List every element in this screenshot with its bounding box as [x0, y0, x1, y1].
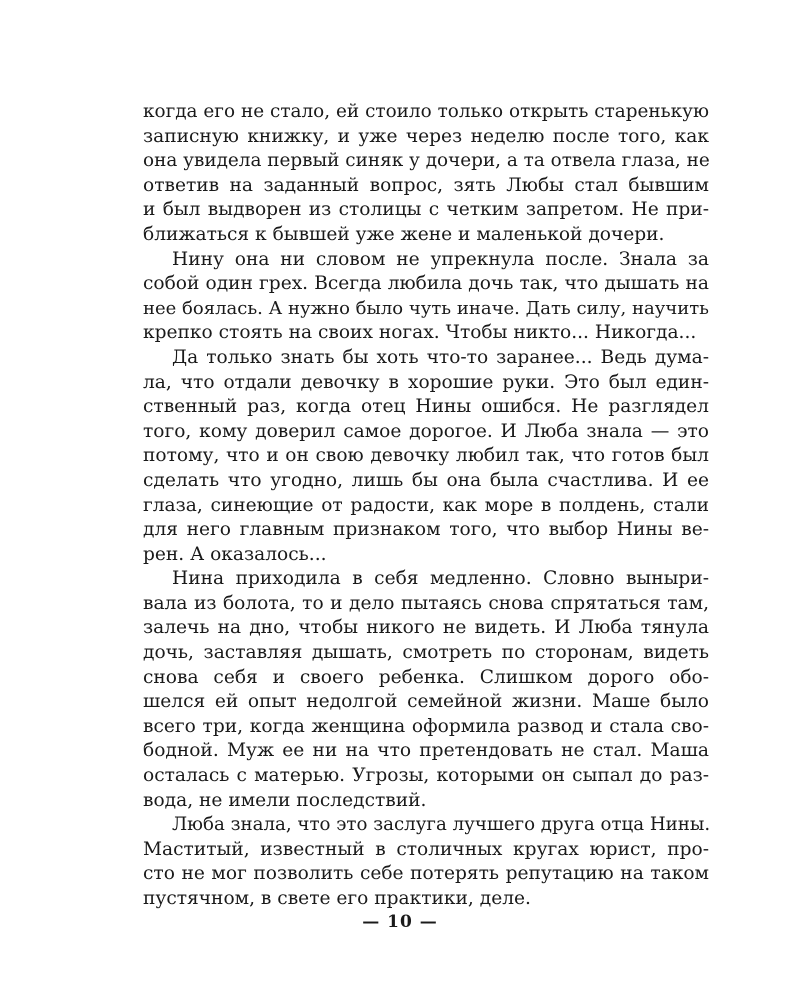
text-line: нее боялась. А нужно было чуть иначе. Дать силу, научить — [143, 297, 709, 319]
text-line: сто не мог позволить себе потерять репутацию на таком — [143, 863, 709, 885]
text-line: залечь на дно, чтобы никого не видеть. И Люба тянула — [143, 617, 709, 639]
page-number: — 10 — — [362, 912, 438, 932]
text-line: глаза, синеющие от радости, как море в полдень, стали — [143, 494, 709, 516]
text-line: когда его не стало, ей стоило только открыть старенькую — [143, 101, 709, 122]
text-line: Маститый, известный в столичных кругах юрист, про- — [143, 838, 709, 860]
paragraph — [143, 813, 709, 911]
text-line: Да только знать бы хоть что-то заранее... Ведь дума- — [172, 346, 709, 368]
text-line: дочь, заставляя дышать, смотреть по сторонам, видеть — [143, 642, 709, 664]
text-line: вода, не имели последствий. — [143, 789, 427, 811]
text-line: сделать что угодно, лишь бы она была счастлива. И ее — [143, 469, 709, 491]
text-line: пустячном, в свете его практики, деле. — [143, 888, 531, 909]
paragraph — [143, 248, 709, 346]
text-line: ла, что отдали девочку в хорошие руки. Это был един- — [143, 371, 709, 393]
text-line: собой один грех. Всегда любила дочь так, что дышать на — [143, 273, 709, 295]
body-text — [143, 100, 709, 912]
text-line: ственный раз, когда отец Нины ошибся. Не разглядел — [143, 396, 709, 418]
text-line: Люба знала, что это заслуга лучшего друга отца Нины. — [172, 814, 711, 836]
text-line: всего три, когда женщина оформила развод и стала сво- — [143, 715, 709, 737]
text-line: ближаться к бывшей уже жене и маленькой дочери. — [143, 223, 665, 245]
text-line: рен. А оказалось... — [143, 543, 327, 565]
text-line: для него главным признаком того, что выбор Нины ве- — [143, 519, 709, 541]
text-line: потому, что и он свою девочку любил так, что готов был — [143, 445, 709, 467]
text-line: того, кому доверил самое дорогое. И Люба знала — это — [143, 420, 709, 442]
text-line: Нину она ни словом не упрекнула после. Знала за — [172, 248, 709, 270]
paragraph — [143, 567, 709, 813]
text-line: и был выдворен из столицы с четким запретом. Не при- — [143, 199, 709, 221]
text-line: ответив на заданный вопрос, зять Любы стал бывшим — [143, 174, 709, 196]
text-line: шелся ей опыт недолгой семейной жизни. Маше было — [143, 691, 709, 713]
text-line: вала из болота, то и дело пытаясь снова спрятаться там, — [143, 592, 709, 614]
paragraph — [143, 346, 709, 567]
text-line: снова себя и своего ребенка. Слишком дорого обо- — [143, 666, 709, 688]
text-line: бодной. Муж ее ни на что претендовать не стал. Маша — [143, 740, 709, 762]
text-line: она увидела первый синяк у дочери, а та отвела глаза, не — [143, 150, 710, 172]
text-line: осталась с матерью. Угрозы, которыми он сыпал до раз- — [143, 765, 709, 787]
text-line: крепко стоять на своих ногах. Чтобы никто... Никогда... — [143, 322, 697, 344]
text-line: Нина приходила в себя медленно. Словно выныри- — [172, 568, 709, 590]
paragraph — [143, 100, 709, 248]
text-line: записную книжку, и уже через неделю после того, как — [143, 125, 709, 147]
